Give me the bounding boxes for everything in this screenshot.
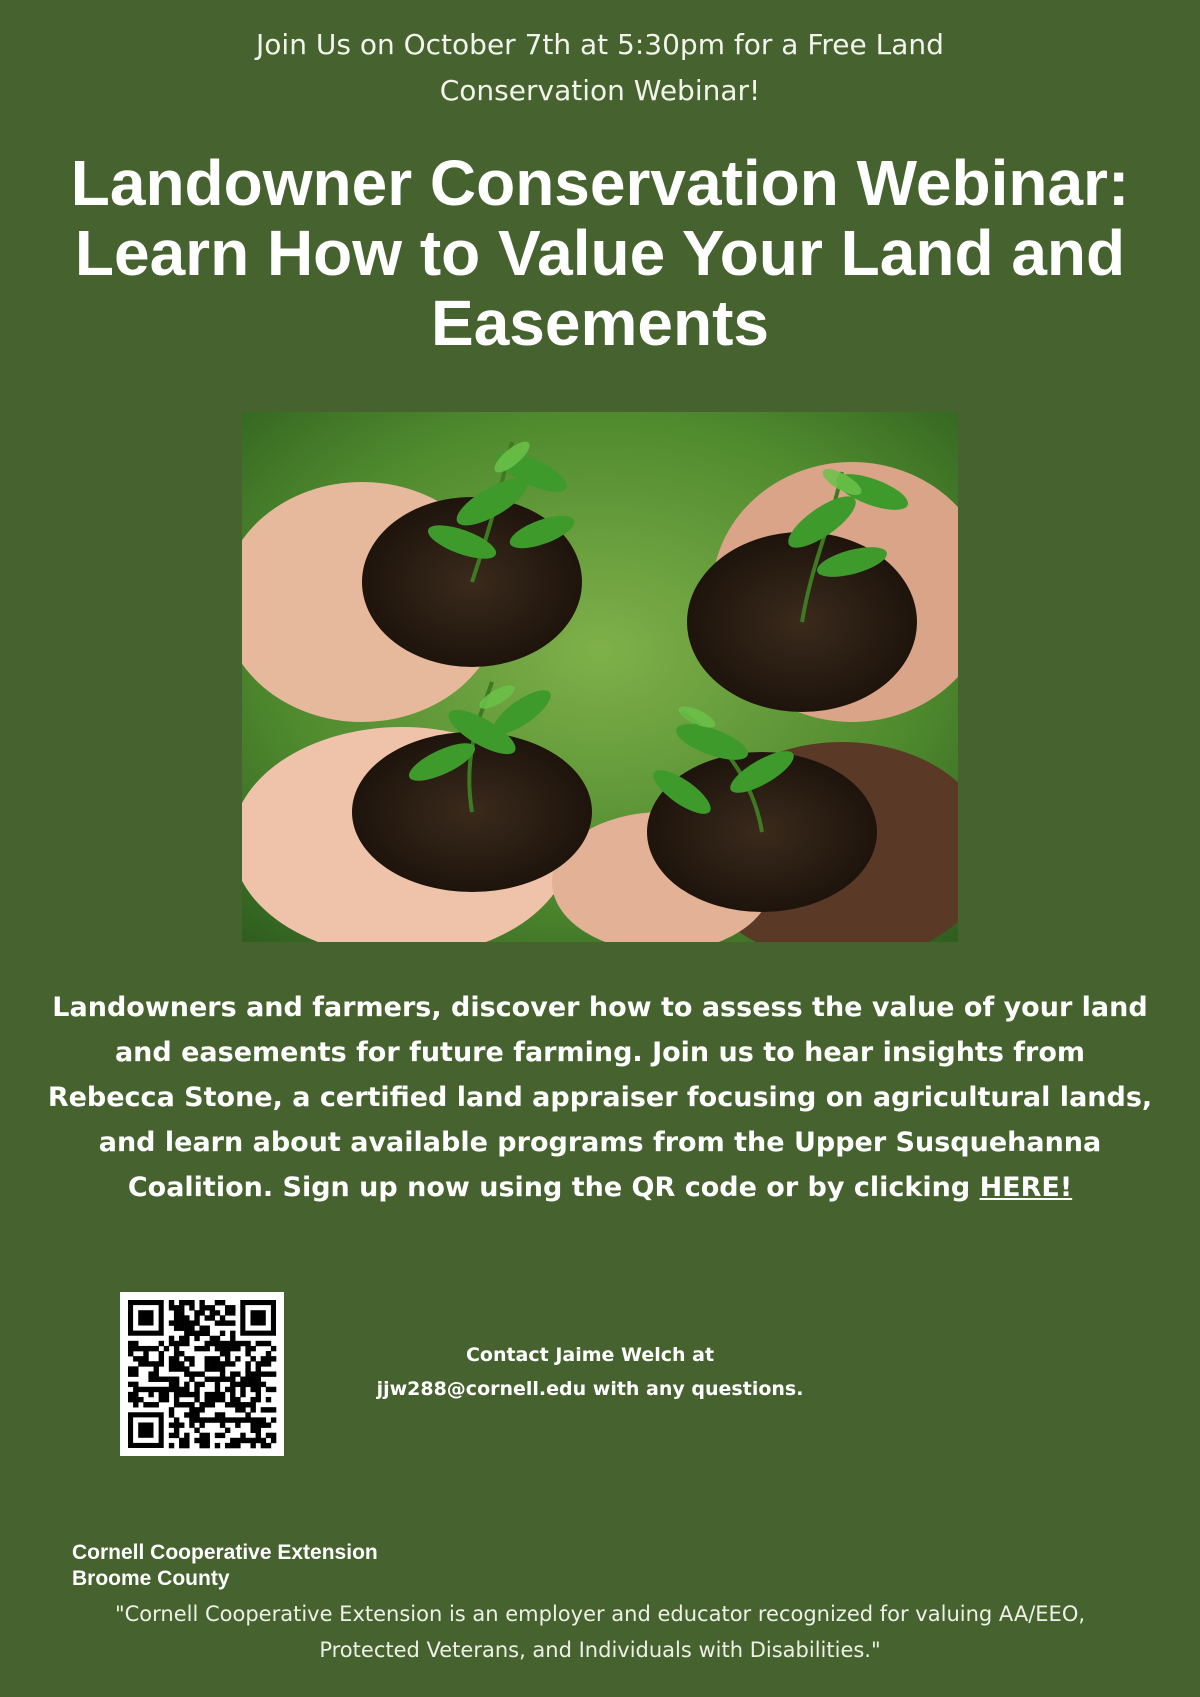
disclaimer-line-1: "Cornell Cooperative Extension is an employer and educator recognized for valuing AA/EEO, xyxy=(114,1602,1086,1626)
description-line-1: Landowners and farmers, discover how to assess the value of your land xyxy=(52,992,1148,1023)
description-line-4: and learn about available programs from the Upper Susquehanna xyxy=(98,1127,1102,1158)
description-line-5 xyxy=(0,1165,1200,1210)
contact-line-1: Contact Jaime Welch at xyxy=(465,1344,715,1366)
title-line-1: Landowner Conservation Webinar: xyxy=(70,147,1130,219)
title-line-3: Easements xyxy=(431,287,769,359)
organization-name xyxy=(72,1540,378,1592)
disclaimer-line-2: Protected Veterans, and Individuals with Disabilities." xyxy=(319,1638,881,1662)
eeo-disclaimer xyxy=(0,1596,1200,1668)
description-line-5-text: Coalition. Sign up now using the QR code or by clicking xyxy=(127,1172,980,1203)
description-line-3: Rebecca Stone, a certified land appraiser focusing on agricultural lands, xyxy=(47,1082,1153,1113)
title-line-2: Learn How to Value Your Land and xyxy=(74,217,1126,289)
page-title xyxy=(20,148,1180,358)
subheading-line-2: Conservation Webinar! xyxy=(439,74,761,107)
contact-email: jjw288@cornell.edu with any questions. xyxy=(376,1378,804,1400)
contact-info xyxy=(330,1338,850,1406)
organization-line-2: Broome County xyxy=(72,1567,230,1590)
description-line-2: and easements for future farming. Join us to hear insights from xyxy=(114,1037,1086,1068)
qr-code-icon[interactable] xyxy=(120,1292,284,1456)
signup-here-link[interactable]: HERE! xyxy=(979,1172,1073,1203)
seedlings-in-hands-photo xyxy=(242,412,958,942)
organization-line-1: Cornell Cooperative Extension xyxy=(72,1541,378,1564)
event-description xyxy=(0,985,1200,1210)
event-subheading xyxy=(0,22,1200,114)
subheading-line-1: Join Us on October 7th at 5:30pm for a Free Land xyxy=(256,28,944,61)
